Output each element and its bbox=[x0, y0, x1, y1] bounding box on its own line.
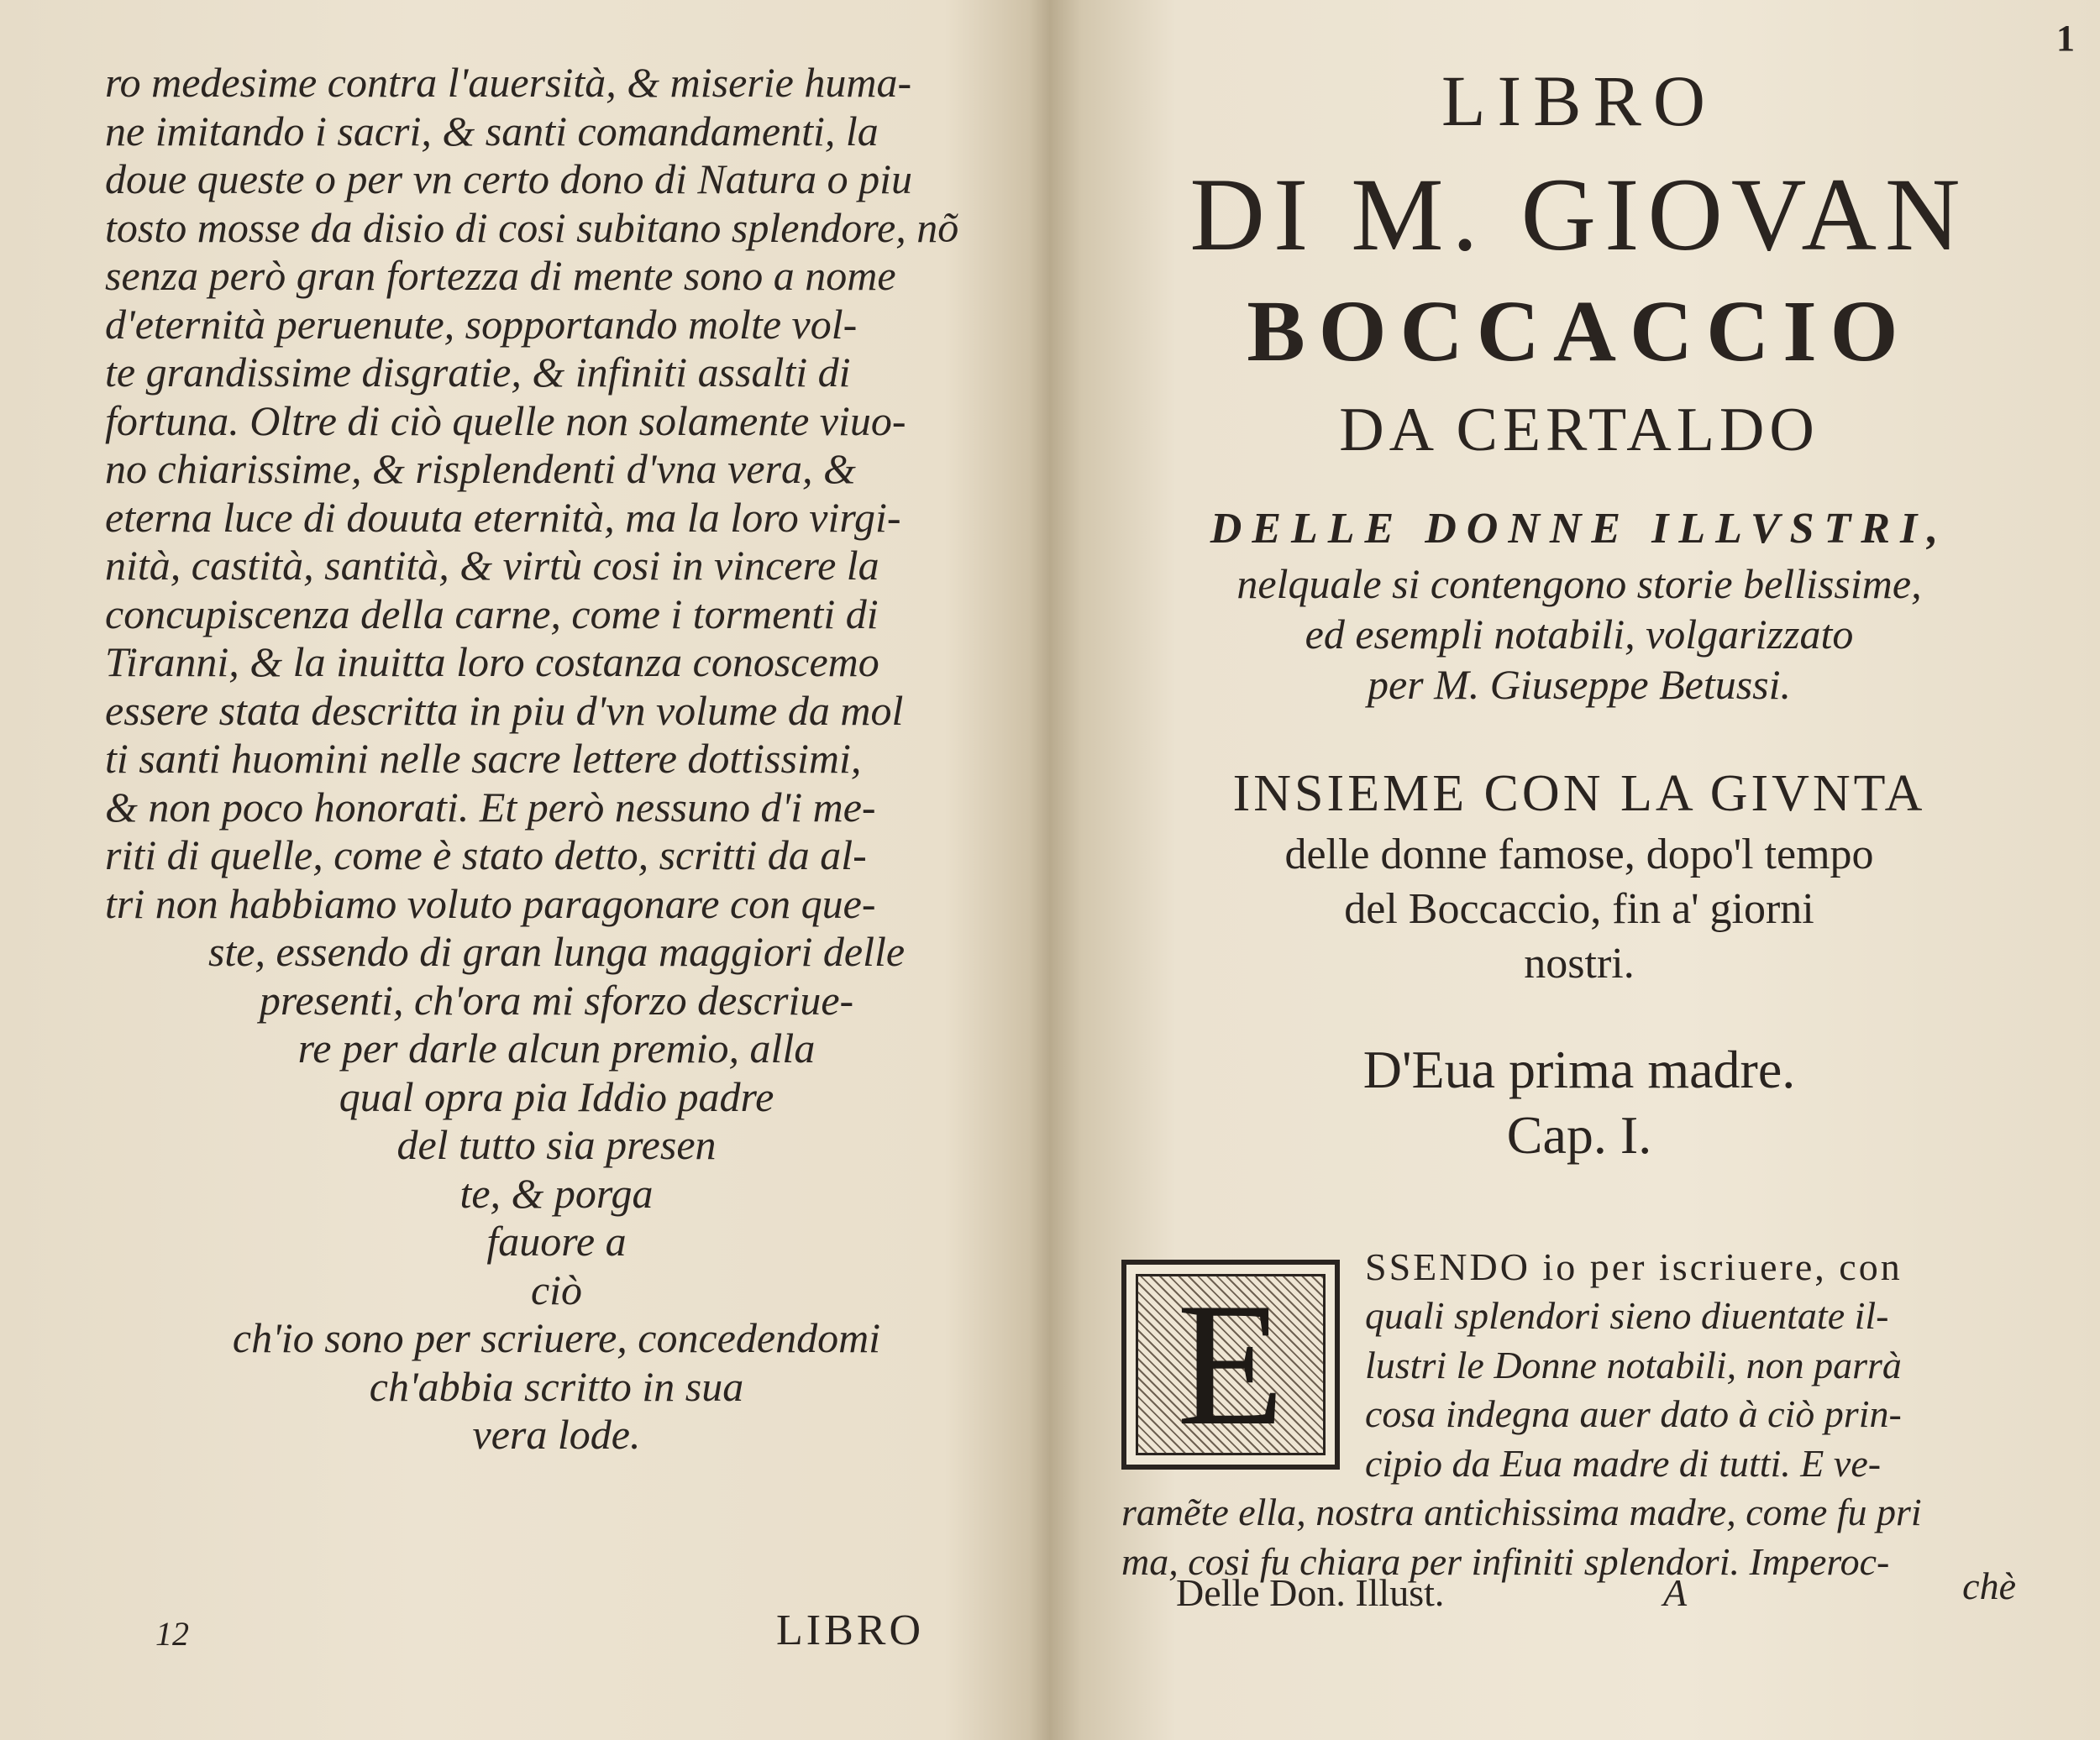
text-line: nità, castità, santità, & virtù cosi in vincere la bbox=[105, 542, 879, 589]
body-line: quali splendori sieno diuentate il- bbox=[1365, 1294, 1889, 1337]
body-line: SSENDO io per iscriuere, con bbox=[1365, 1245, 1903, 1288]
title-libro: LIBRO bbox=[1441, 60, 1717, 141]
chapter-number: Cap. I. bbox=[1506, 1105, 1652, 1165]
title-author-line: DI M. GIOVAN bbox=[1189, 157, 1969, 272]
running-footer-title: Delle Don. Illust. bbox=[1176, 1571, 1445, 1614]
chapter-title: D'Eua prima madre. bbox=[1362, 1040, 1796, 1099]
text-line: tri non habbiamo voluto paragonare con que- bbox=[105, 879, 876, 927]
signature-mark: A bbox=[1663, 1571, 1688, 1614]
text-line: Tiranni, & la inuitta loro costanza conoscemo bbox=[105, 638, 879, 685]
subtitle-caps: DELLE DONNE ILLVSTRI, bbox=[1210, 505, 1949, 553]
text-line: ti santi huomini nelle sacre lettere dottissimi, bbox=[105, 735, 862, 782]
body-line: cipio da Eua madre di tutti. E ve- bbox=[1365, 1442, 1882, 1485]
body-line: cosa indegna auer dato à ciò prin- bbox=[1365, 1392, 1902, 1435]
decorated-initial-letter: E bbox=[1136, 1274, 1326, 1455]
text-line-centered: fauore a bbox=[486, 1218, 627, 1265]
text-line: & non poco honorati. Et però nessuno d'i me- bbox=[105, 783, 876, 831]
text-line: concupiscenza della carne, come i tormenti di bbox=[105, 590, 879, 637]
text-line-centered: del tutto sia presen bbox=[396, 1121, 717, 1168]
body-line: lustri le Donne notabili, non parrà bbox=[1365, 1344, 1902, 1386]
text-line: riti di quelle, come è stato detto, scritti da al- bbox=[105, 831, 867, 878]
text-line: doue queste o per vn certo dono di Natura o piu bbox=[105, 155, 912, 202]
text-line-centered: qual opra pia Iddio padre bbox=[339, 1072, 774, 1120]
giunta-block bbox=[1109, 827, 2050, 991]
text-line-centered: ch'io sono per scriuere, concedendomi bbox=[232, 1314, 881, 1361]
body-line: ma, cosi fu chiara per infiniti splendori. Imperoc- bbox=[1121, 1540, 1890, 1583]
text-line: fortuna. Oltre di ciò quelle non solamente viuo- bbox=[105, 396, 906, 444]
text-line-centered: te, & porga bbox=[459, 1169, 654, 1217]
insieme-heading: INSIEME CON LA GIVNTA bbox=[1232, 765, 1926, 822]
text-line-centered: ste, essendo di gran lunga maggiori delle bbox=[207, 928, 906, 975]
text-line: ne imitando i sacri, & santi comandamenti, la bbox=[105, 107, 879, 155]
giunta-line: nostri. bbox=[1524, 940, 1635, 988]
text-line: essere stata descritta in piu d'vn volume da mol bbox=[105, 686, 904, 734]
text-line: senza però gran fortezza di mente sono a nome bbox=[105, 252, 896, 299]
giunta-line: delle donne famose, dopo'l tempo bbox=[1284, 831, 1874, 878]
body-line: ramẽte ella, nostra antichissima madre, come fu pri bbox=[1121, 1491, 1922, 1533]
subtitle-line: per M. Giuseppe Betussi. bbox=[1367, 661, 1792, 708]
decorated-initial bbox=[1121, 1260, 1340, 1470]
page-number: 1 bbox=[2056, 18, 2075, 59]
right-page bbox=[1058, 0, 2100, 1740]
subtitle-line: nelquale si contengono storie bellissime, bbox=[1236, 560, 1922, 607]
text-line: te grandissime disgratie, & infiniti assalti di bbox=[105, 349, 851, 396]
giunta-line: del Boccaccio, fin a' giorni bbox=[1344, 885, 1814, 933]
text-line-centered: vera lode. bbox=[472, 1411, 641, 1458]
text-line: tosto mosse da disio di cosi subitano splendore, nõ bbox=[105, 203, 959, 251]
left-page-text bbox=[105, 59, 1008, 1460]
page-number: 12 bbox=[155, 1615, 189, 1653]
catchword: chè bbox=[1962, 1564, 2016, 1607]
title-certaldo: DA CERTALDO bbox=[1339, 396, 1819, 464]
text-line: ro medesime contra l'auersità, & miserie huma- bbox=[105, 59, 912, 106]
text-line: eterna luce di douuta eternità, ma la loro virgi- bbox=[105, 493, 901, 541]
text-line-centered: re per darle alcun premio, alla bbox=[297, 1025, 816, 1072]
catchword: LIBRO bbox=[776, 1606, 924, 1654]
text-line-centered: ciò bbox=[530, 1266, 583, 1313]
title-boccaccio: BOCCACCIO bbox=[1247, 283, 1912, 380]
text-line: no chiarissime, & risplendenti d'vna vera, & bbox=[105, 445, 856, 492]
subtitle-line: ed esempli notabili, volgarizzato bbox=[1305, 611, 1854, 658]
subtitle-block bbox=[1109, 558, 2050, 710]
chapter-heading bbox=[1109, 1037, 2050, 1168]
left-page-footer bbox=[105, 1606, 1008, 1664]
text-line-centered: presenti, ch'ora mi sforzo descriue- bbox=[259, 976, 854, 1024]
text-line-centered: ch'abbia scritto in sua bbox=[369, 1362, 744, 1410]
text-line: d'eternità peruenute, sopportando molte vol- bbox=[105, 300, 858, 348]
left-page bbox=[0, 0, 1042, 1740]
